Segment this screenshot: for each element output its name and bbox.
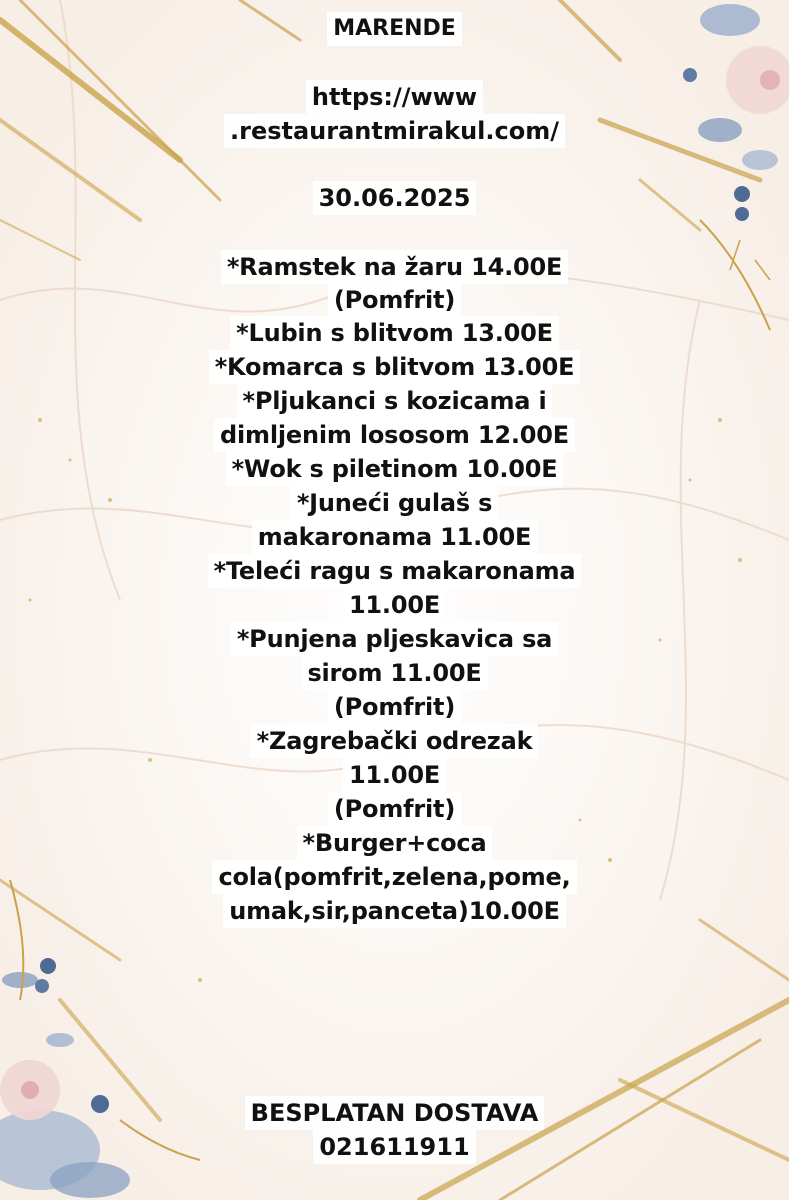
menu-line: *Punjena pljeskavica sa — [0, 622, 789, 656]
menu-date: 30.06.2025 — [0, 181, 789, 215]
website-url-line-2: .restaurantmirakul.com/ — [0, 114, 789, 148]
menu-line: *Burger+coca — [0, 826, 789, 860]
menu-line: *Lubin s blitvom 13.00E — [0, 316, 789, 350]
menu-line: cola(pomfrit,zelena,pome, — [0, 860, 789, 894]
menu-line: (Pomfrit) — [0, 792, 789, 826]
menu-line: *Ramstek na žaru 14.00E — [0, 250, 789, 284]
menu-line: (Pomfrit) — [0, 283, 789, 317]
menu-line: makaronama 11.00E — [0, 520, 789, 554]
menu-line: umak,sir,panceta)10.00E — [0, 894, 789, 928]
delivery-label: BESPLATAN DOSTAVA — [0, 1096, 789, 1130]
menu-title: MARENDE — [0, 12, 789, 46]
menu-line: 11.00E — [0, 588, 789, 622]
menu-line: *Teleći ragu s makaronama — [0, 554, 789, 588]
menu-line: *Wok s piletinom 10.00E — [0, 452, 789, 486]
menu-line: 11.00E — [0, 758, 789, 792]
menu-line: dimljenim lososom 12.00E — [0, 418, 789, 452]
menu-line: *Komarca s blitvom 13.00E — [0, 350, 789, 384]
menu-line: *Juneći gulaš s — [0, 486, 789, 520]
website-url-line-1: https://www — [0, 80, 789, 114]
menu-line: *Pljukanci s kozicama i — [0, 384, 789, 418]
phone-number: 021611911 — [0, 1130, 789, 1164]
menu-line: *Zagrebački odrezak — [0, 724, 789, 758]
menu-line: (Pomfrit) — [0, 690, 789, 724]
menu-line: sirom 11.00E — [0, 656, 789, 690]
